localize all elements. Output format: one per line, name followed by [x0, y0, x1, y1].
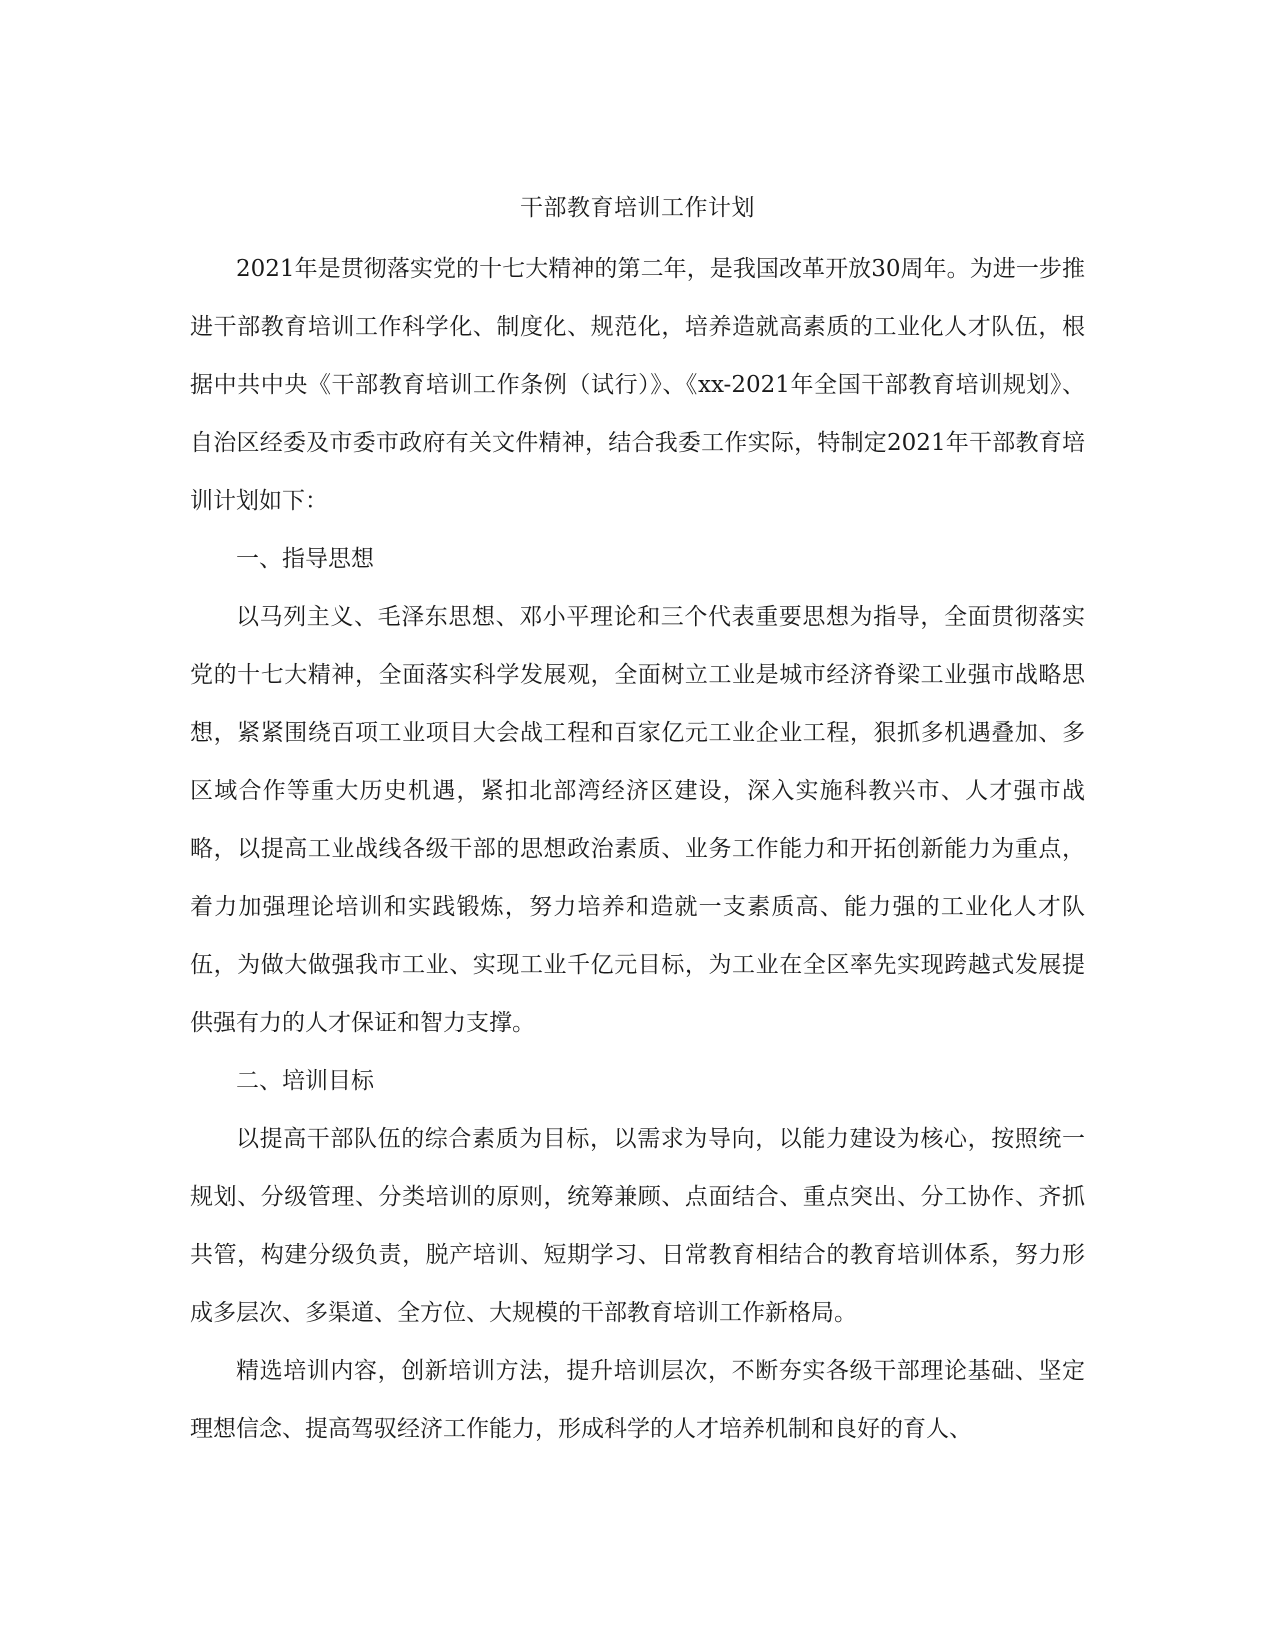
document-title: 干部教育培训工作计划 — [520, 195, 755, 221]
section-heading-training-goals: 二、培训目标 — [236, 1068, 374, 1094]
paragraph-training-goals: 以提高干部队伍的综合素质为目标，以需求为导向，以能力建设为核心，按照统一规划、分级管理、分类培训的原则，统筹兼顾、点面结合、重点突出、分工协作、齐抓共管，构建分级负责，脱产培训、短期学习、日常教育相结合的教育培训体系，努力形成多层次、多渠道、全方位、大规模的干部教育培训工作新格局。 — [190, 1126, 1085, 1326]
section-heading-guiding-ideology: 一、指导思想 — [236, 546, 374, 572]
paragraph-guiding-ideology: 以马列主义、毛泽东思想、邓小平理论和三个代表重要思想为指导，全面贯彻落实党的十七大精神，全面落实科学发展观，全面树立工业是城市经济脊梁工业强市战略思想，紧紧围绕百项工业项目大会战工程和百家亿元工业企业工程，狠抓多机遇叠加、多区域合作等重大历史机遇，紧扣北部湾经济区建设，深入实施科教兴市、人才强市战略，以提高工业战线各级干部的思想政治素质、业务工作能力和开拓创新能力为重点，着力加强理论培训和实践锻炼，努力培养和造就一支素质高、能力强的工业化人才队伍，为做大做强我市工业、实现工业千亿元目标，为工业在全区率先实现跨越式发展提供强有力的人才保证和智力支撑。 — [190, 604, 1085, 1036]
paragraph-training-content: 精选培训内容，创新培训方法，提升培训层次，不断夯实各级干部理论基础、坚定理想信念、提高驾驭经济工作能力，形成科学的人才培养机制和良好的育人、 — [190, 1358, 1085, 1442]
paragraph-intro: 2021年是贯彻落实党的十七大精神的第二年，是我国改革开放30周年。为进一步推进干部教育培训工作科学化、制度化、规范化，培养造就高素质的工业化人才队伍，根据中共中央《干部教育培训工作条例（试行）》、《xx-2021年全国干部教育培训规划》、自治区经委及市委市政府有关文件精神，结合我委工作实际，特制定2021年干部教育培训计划如下： — [190, 256, 1085, 514]
document-body — [190, 240, 1085, 1458]
